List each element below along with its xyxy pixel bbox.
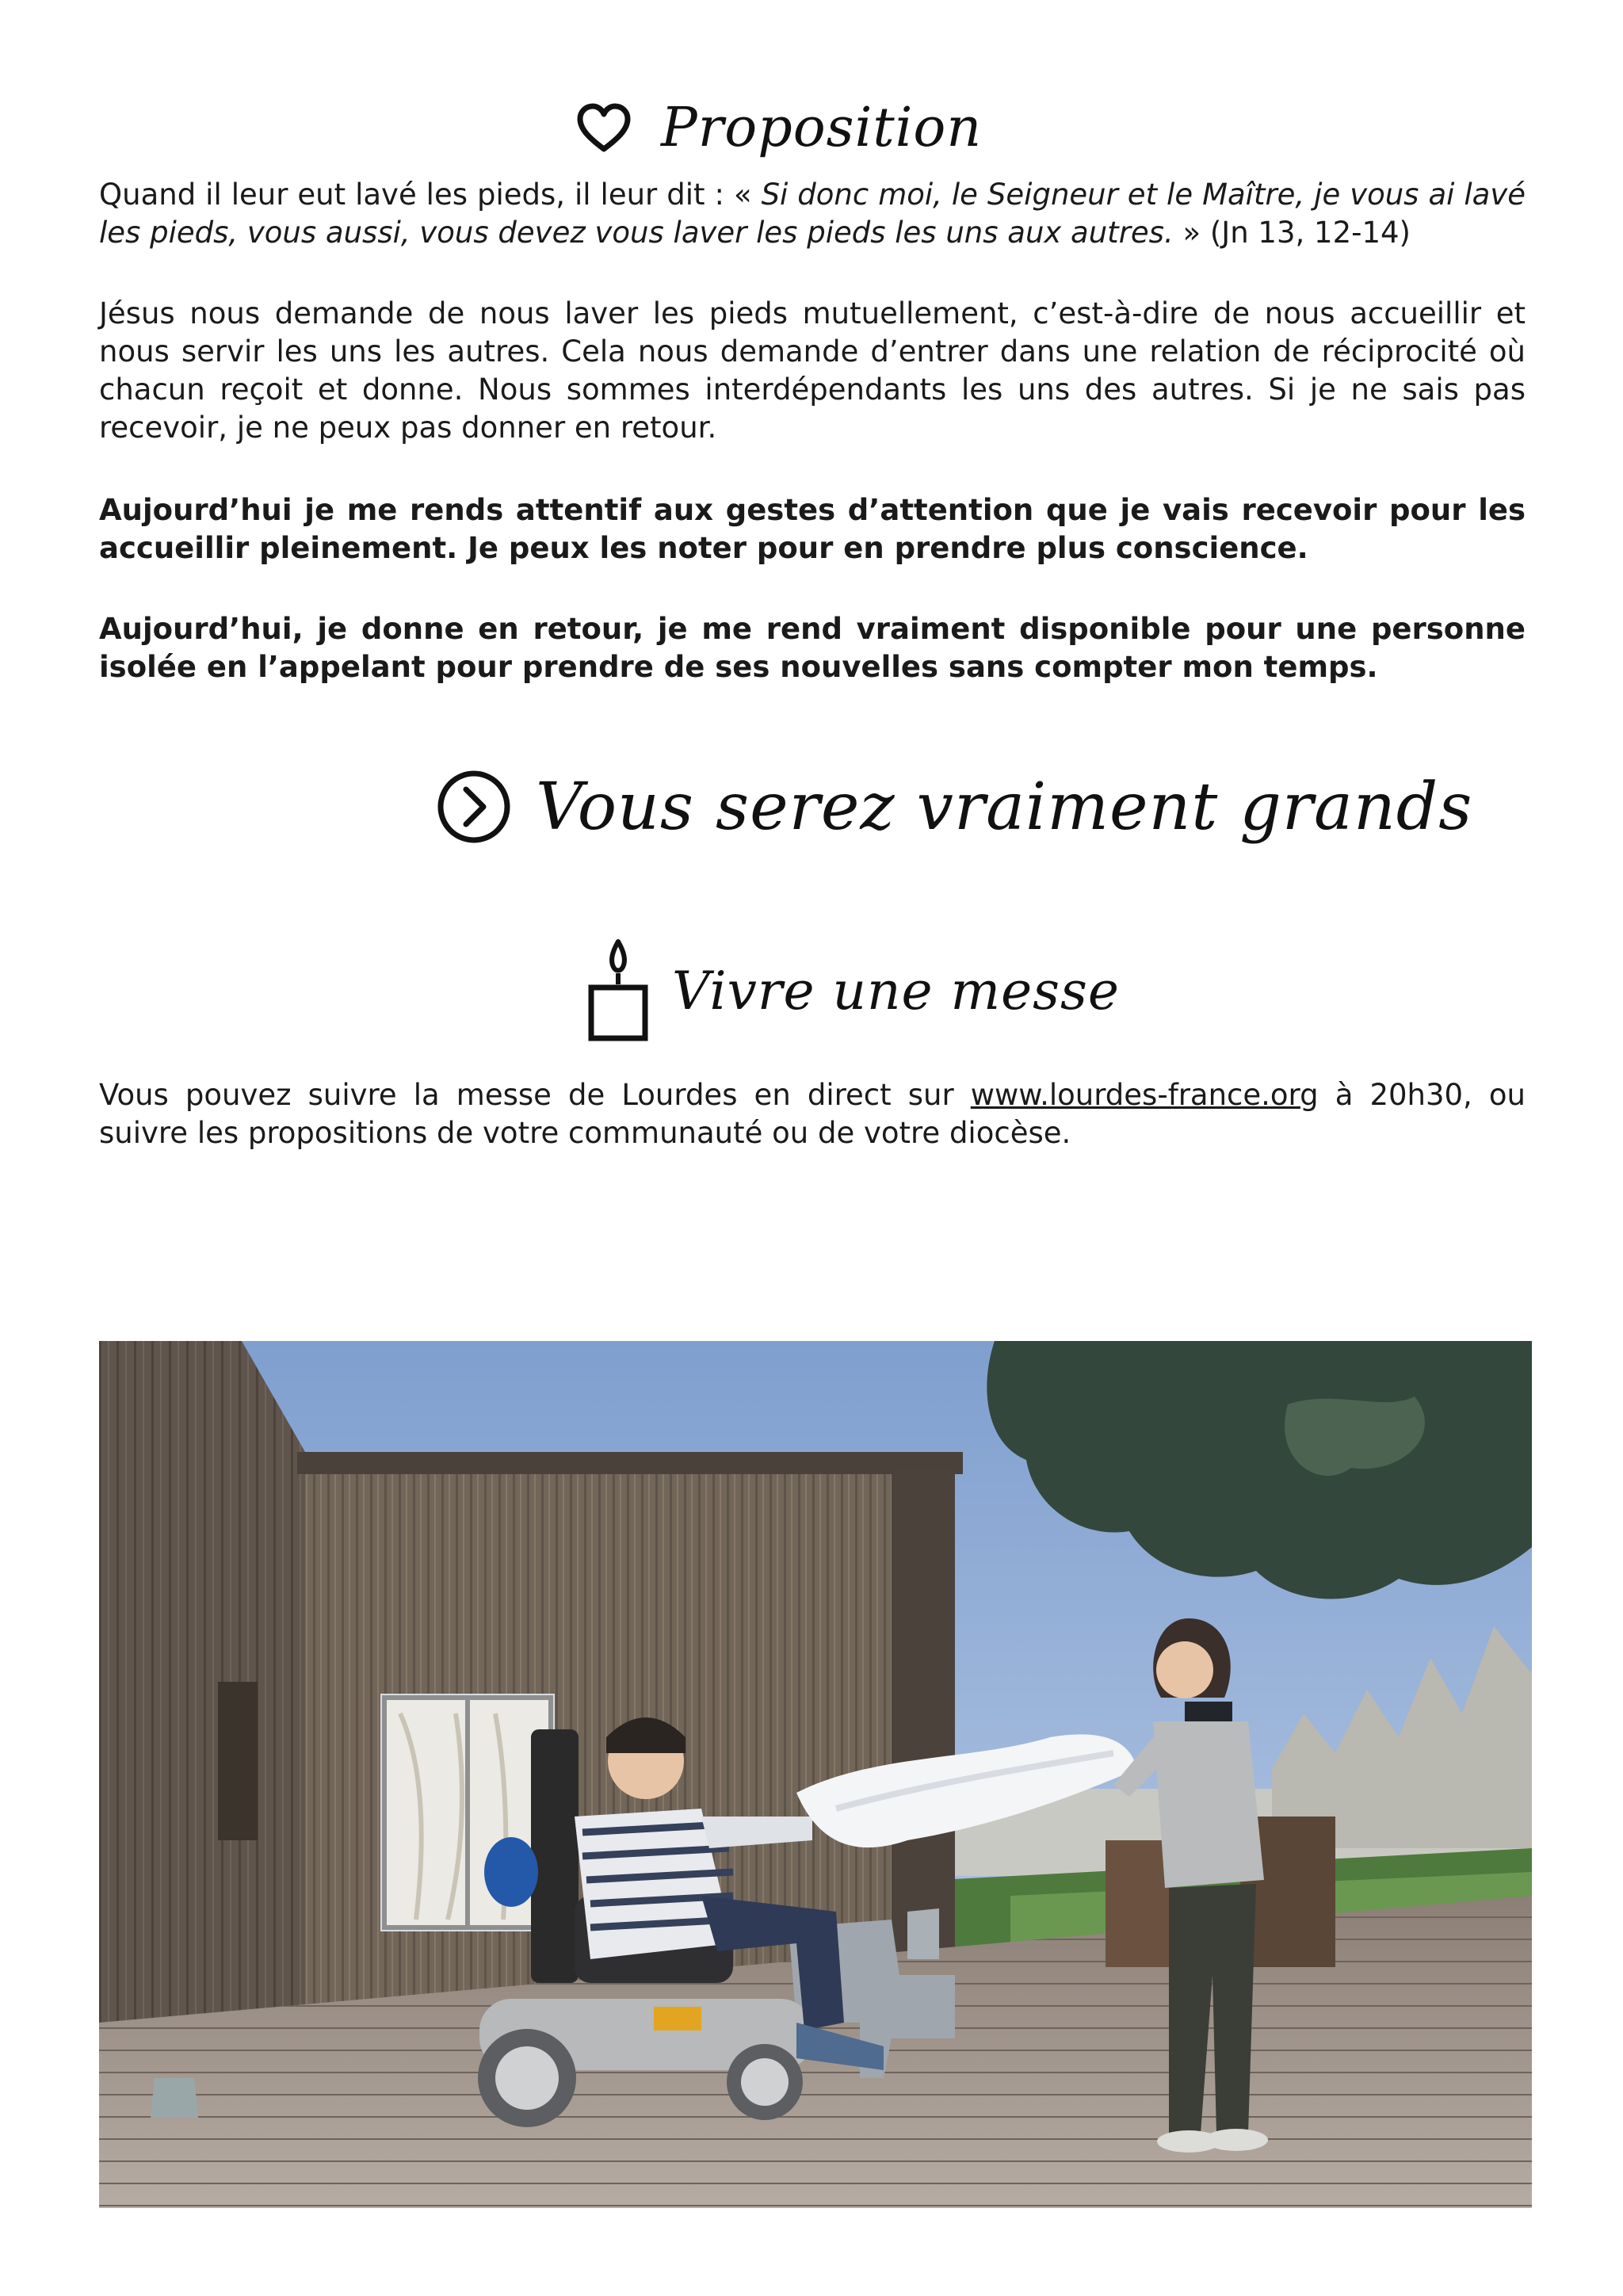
grands-title: Vous serez vraiment grands (536, 769, 1473, 845)
quote-intro: Quand il leur eut lavé les pieds, il leur dit : « (99, 178, 762, 212)
lourdes-link[interactable]: www.lourdes-france.org (970, 1078, 1319, 1112)
proposition-heading (575, 97, 982, 159)
proposition-title: Proposition (661, 97, 983, 159)
messe-text-after: à 20h30, ou suivre les propositions de votre communauté ou de votre diocèse. (99, 1078, 1526, 1150)
quote-text: Si donc moi, le Seigneur et le Maître, je vous ai lavé les pieds, vous aussi, vous devez vous laver les pieds les uns aux autres. (99, 178, 1526, 250)
chevron-right-circle-icon (436, 769, 512, 845)
messe-paragraph (99, 1076, 1526, 1152)
grands-heading (436, 769, 1472, 845)
action-paragraph-2: Aujourd’hui, je donne en retour, je me rend vraiment disponible pour une personne isolée en l’appelant pour prendre de ses nouvelles sans compter mon temps. (99, 612, 1526, 684)
photo-wheelchair-sheet (99, 1341, 1532, 2208)
explanation-paragraph: Jésus nous demande de nous laver les pieds mutuellement, c’est-à-dire de nous accueillir et nous servir les uns les autres. Cela nous demande d’entrer dans une relation de réciprocité où chacun reçoit et donne. Nous sommes interdépendants les uns des autres. Si je ne sais pas recevoir, je ne peux pas donner en retour. (99, 296, 1526, 445)
messe-title: Vivre une messe (672, 960, 1120, 1022)
gospel-quote-paragraph (99, 176, 1526, 252)
quote-reference: » (Jn 13, 12-14) (1173, 216, 1411, 250)
action-paragraph-1: Aujourd’hui je me rends attentif aux gestes d’attention que je vais recevoir pour les accueillir pleinement. Je peux les noter pour en prendre plus conscience. (99, 493, 1526, 565)
messe-text-before: Vous pouvez suivre la messe de Lourdes en direct sur (99, 1078, 971, 1112)
candle-icon (585, 935, 651, 1046)
messe-heading (585, 935, 1120, 1046)
heart-icon (575, 103, 632, 154)
